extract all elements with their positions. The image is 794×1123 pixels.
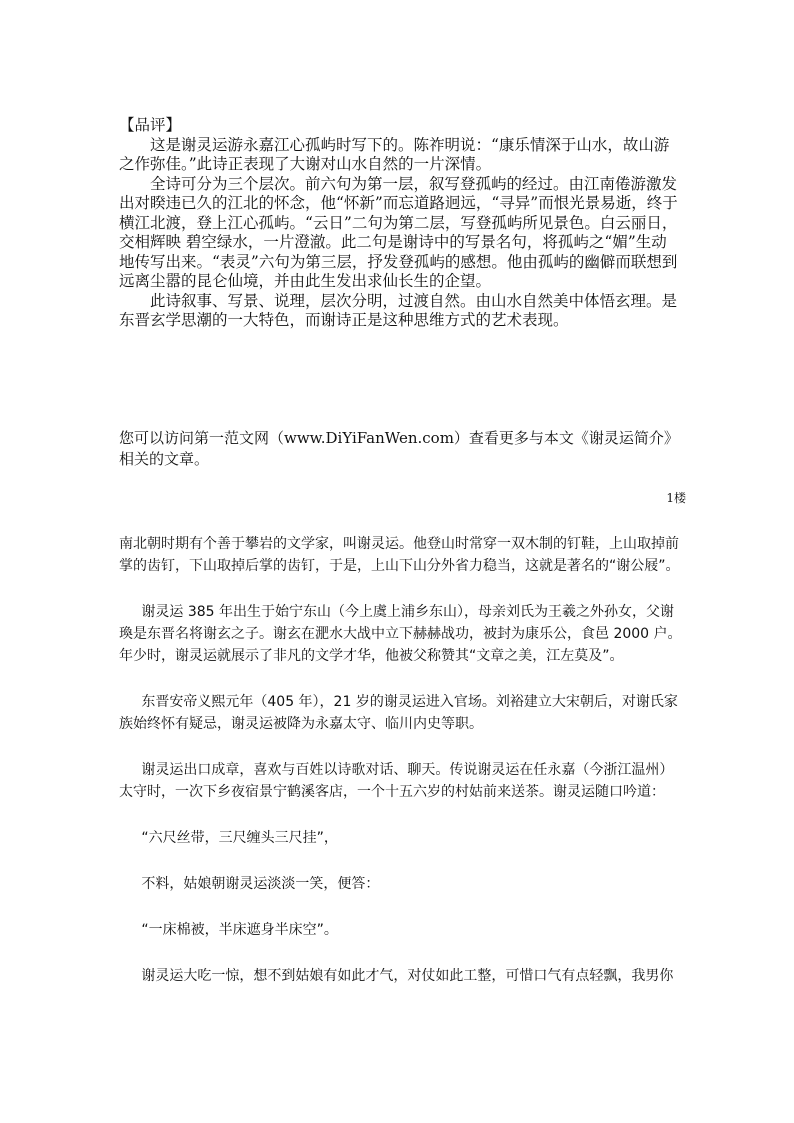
story-paragraph: 谢灵运大吃一惊，想不到姑娘有如此才气，对仗如此工整，可惜口气有点轻飘，我男你 <box>141 968 674 984</box>
review-paragraph: 全诗可分为三个层次。前六句为第一层，叙写登孤屿的经过。由江南倦游激发出对睽违已久的江北的怀念，他“怀新”而忘道路迥远，“寻异”而恨光景易逝，终于横江北渡，登上江心孤屿。“云日”二句为第二层，写登孤屿所见景色。白云丽日，交相辉映 碧空绿水，一片澄澈。此二句是谢诗中的写景名句，将孤屿之“媚”生动地传写出来。“表灵”六句为第三层，抒发登孤屿的感想。他由孤屿的幽僻而联想到远离尘嚣的昆仑仙境，并由此生发出求仙长生的企望。 <box>119 174 678 290</box>
review-heading: 【品评】 <box>119 116 182 134</box>
review-section <box>119 116 679 331</box>
story-paragraph: 南北朝时期有个善于攀岩的文学家，叫谢灵运。他登山时常穿一双木制的钉鞋，上山取掉前掌的齿钉，下山取掉后掌的齿钉，于是，上山下山分外省力稳当，这就是著名的“谢公屐”。 <box>119 536 680 574</box>
story-paragraph: 谢灵运出口成章，喜欢与百姓以诗歌对话、聊天。传说谢灵运在任永嘉（今浙江温州）太守时，一次下乡夜宿景宁鹤溪客店，一个十五六岁的村姑前来送茶。谢灵运随口吟道： <box>119 762 674 800</box>
verse-line: “一床棉被，半床遮身半床空”。 <box>141 922 338 938</box>
floor-label: 1楼 <box>666 491 686 505</box>
story-section <box>119 533 685 1011</box>
story-paragraph: 东晋安帝义熙元年（405 年），21 岁的谢灵运进入官场。刘裕建立大宋朝后，对谢氏家族始终怀有疑忌，谢灵运被降为永嘉太守、临川内史等职。 <box>119 694 678 732</box>
verse-line: “六尺丝带，三尺缠头三尺挂”， <box>141 830 338 846</box>
review-paragraph: 这是谢灵运游永嘉江心孤屿时写下的。陈祚明说：“康乐情深于山水，故山游之作弥佳。”此诗正表现了大谢对山水自然的一片深情。 <box>119 135 670 173</box>
review-paragraph: 此诗叙事、写景、说理，层次分明，过渡自然。由山水自然美中体悟玄理。是东晋玄学思潮的一大特色，而谢诗正是这种思维方式的艺术表现。 <box>119 291 678 329</box>
story-paragraph: 不料，姑娘朝谢灵运淡淡一笑，便答： <box>141 876 380 892</box>
story-paragraph: 谢灵运 385 年出生于始宁东山（今上虞上浦乡东山），母亲刘氏为王羲之外孙女，父谢瑍是东晋名将谢玄之子。谢玄在淝水大战中立下赫赫战功，被封为康乐公，食邑 2000 户。年少时，谢灵运就展示了非凡的文学才华，他被父称赞其“文章之美，江左莫及”。 <box>119 604 682 664</box>
more-articles-link[interactable]: 您可以访问第一范文网（www.DiYiFanWen.com）查看更多与本文《谢灵运简介》相关的文章。 <box>119 429 679 468</box>
